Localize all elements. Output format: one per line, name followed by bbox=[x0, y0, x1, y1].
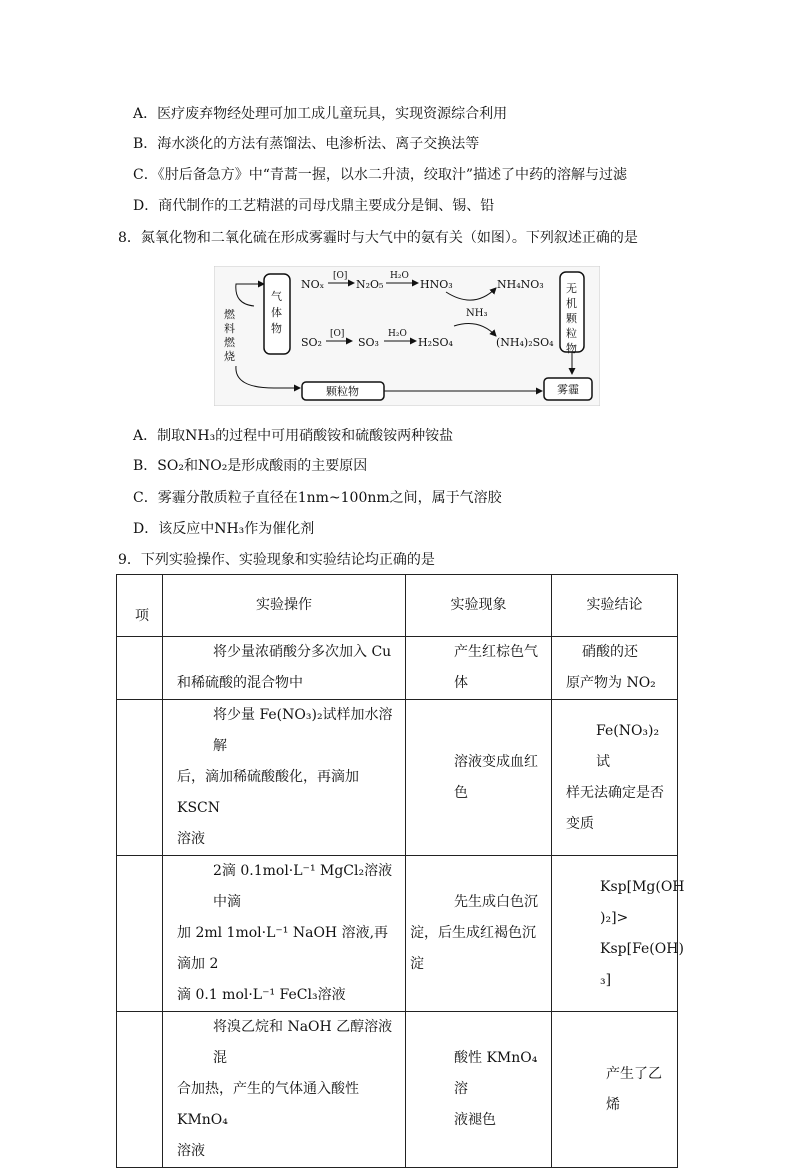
oxidation-label-2: [O] bbox=[330, 329, 345, 339]
operation-line: 将溴乙烷和 NaOH 乙醇溶液混 bbox=[213, 1019, 393, 1066]
h2so4-label: H₂SO₄ bbox=[418, 336, 453, 349]
fuel-combustion-label-char: 烧 bbox=[224, 350, 235, 363]
conclusion-line: )₂]> bbox=[600, 909, 629, 926]
inorganic-particles-label bbox=[566, 282, 578, 355]
item-cell bbox=[117, 856, 163, 1012]
operation-cell bbox=[163, 856, 406, 1012]
q7-option-b: B．海水淡化的方法有蒸馏法、电渗析法、离子交换法等 bbox=[133, 136, 480, 152]
q9-stem: 9．下列实验操作、实验现象和实验结论均正确的是 bbox=[118, 552, 435, 568]
phenomenon-line: 体 bbox=[454, 675, 468, 691]
conclusion-line: ₃] bbox=[600, 971, 612, 988]
conclusion-line: 硝酸的还 bbox=[582, 644, 638, 660]
fuel-combustion-label-char: 燃 bbox=[224, 308, 235, 321]
phenomenon-cell bbox=[406, 700, 552, 856]
conclusion-line: Ksp[Fe(OH) bbox=[600, 940, 684, 957]
q8-option-d: D．该反应中NH₃作为催化剂 bbox=[133, 521, 315, 537]
fuel-combustion-label-char: 料 bbox=[224, 322, 235, 335]
nh4no3-label: NH₄NO₃ bbox=[497, 278, 544, 291]
nh4-2so4-label: (NH₄)₂SO₄ bbox=[496, 336, 554, 349]
conclusion-line: 烯 bbox=[606, 1096, 620, 1113]
operation-line: 2滴 0.1mol·L⁻¹ MgCl₂溶液中滴 bbox=[213, 863, 393, 910]
conclusion-cell bbox=[552, 700, 678, 856]
oxidation-label-1: [O] bbox=[333, 271, 348, 281]
phenomenon-line: 产生红棕色气 bbox=[454, 644, 538, 660]
item-cell bbox=[117, 1012, 163, 1168]
header-phenomenon: 实验现象 bbox=[406, 575, 552, 637]
conclusion-line: 样无法确定是否 bbox=[566, 784, 664, 801]
conclusion-line: 原产物为 NO₂ bbox=[566, 675, 656, 691]
operation-line: 和稀硫酸的混合物中 bbox=[177, 675, 303, 691]
gas-label-char: 物 bbox=[271, 322, 282, 335]
water-label-2: H₂O bbox=[388, 329, 407, 339]
operation-cell bbox=[163, 1012, 406, 1168]
table-row bbox=[117, 856, 678, 1012]
operation-line: 滴 0.1 mol·L⁻¹ FeCl₃溶液 bbox=[177, 987, 346, 1003]
operation-line: 后，滴加稀硫酸酸化，再滴加 KSCN bbox=[177, 769, 359, 816]
table-row bbox=[117, 700, 678, 856]
phenomenon-line: 酸性 KMnO₄溶 bbox=[454, 1050, 538, 1097]
q8-option-a: A．制取NH₃的过程中可用硝酸铵和硫酸铵两种铵盐 bbox=[133, 428, 454, 444]
operation-line: 溶液 bbox=[177, 831, 205, 847]
item-cell bbox=[117, 700, 163, 856]
item-cell bbox=[117, 637, 163, 700]
q7-option-c: C．《肘后备急方》中“青蒿一握，以水二升渍，绞取汁”描述了中药的溶解与过滤 bbox=[133, 167, 628, 183]
operation-cell bbox=[163, 637, 406, 700]
q7-option-a: A．医疗废弃物经处理可加工成儿童玩具，实现资源综合利用 bbox=[133, 106, 508, 122]
inorganic-particles-label-char: 物 bbox=[566, 342, 577, 355]
q8-stem: 8．氮氧化物和二氧化硫在形成雾霾时与大气中的氨有关（如图）。下列叙述正确的是 bbox=[118, 230, 638, 246]
header-operation: 实验操作 bbox=[163, 575, 406, 637]
q7-option-d: D．商代制作的工艺精湛的司母戊鼎主要成分是铜、锡、铅 bbox=[133, 198, 495, 214]
conclusion-line: Ksp[Mg(OH bbox=[600, 878, 685, 895]
conclusion-line: Fe(NO₃)₂试 bbox=[596, 722, 660, 770]
header-item: 项 bbox=[117, 575, 163, 637]
phenomenon-cell bbox=[406, 1012, 552, 1168]
phenomenon-line: 溶液变成血红 bbox=[454, 753, 538, 770]
n2o5-label: N₂O₅ bbox=[356, 278, 384, 291]
conclusion-line: 变质 bbox=[566, 815, 594, 832]
phenomenon-cell bbox=[406, 856, 552, 1012]
conclusion-cell bbox=[552, 1012, 678, 1168]
water-label-1: H₂O bbox=[390, 271, 409, 281]
operation-line: 将少量 Fe(NO₃)₂试样加水溶解 bbox=[213, 707, 393, 754]
operation-line: 合加热，产生的气体通入酸性 KMnO₄ bbox=[177, 1081, 359, 1128]
phenomenon-line: 液褪色 bbox=[454, 1112, 496, 1128]
hno3-label: HNO₃ bbox=[420, 278, 453, 291]
phenomenon-cell bbox=[406, 637, 552, 700]
phenomenon-line: 淀，后生成红褐色沉 bbox=[410, 925, 536, 941]
q8-option-b: B．SO₂和NO₂是形成酸雨的主要原因 bbox=[133, 458, 368, 474]
phenomenon-line: 淀 bbox=[410, 956, 424, 972]
haze-formation-diagram bbox=[214, 266, 600, 406]
conclusion-line: 产生了乙 bbox=[606, 1065, 662, 1082]
inorganic-particles-label-char: 粒 bbox=[566, 327, 577, 340]
phenomenon-line: 先生成白色沉 bbox=[454, 894, 538, 910]
nox-label: NOₓ bbox=[301, 278, 325, 291]
so2-label: SO₂ bbox=[301, 336, 322, 349]
gas-label-char: 气 bbox=[271, 290, 282, 303]
haze-label: 雾霾 bbox=[557, 383, 579, 396]
gas-label-char: 体 bbox=[271, 306, 282, 319]
inorganic-particles-label-char: 机 bbox=[566, 297, 577, 310]
inorganic-particles-label-char: 无 bbox=[566, 282, 577, 295]
fuel-combustion-label-char: 燃 bbox=[224, 336, 235, 349]
operation-line: 将少量浓硝酸分多次加入 Cu bbox=[213, 644, 392, 660]
table-header-row bbox=[117, 575, 678, 637]
operation-line: 溶液 bbox=[177, 1143, 205, 1159]
phenomenon-line: 色 bbox=[454, 784, 468, 801]
conclusion-cell bbox=[552, 856, 685, 1012]
particulate-label: 颗粒物 bbox=[326, 385, 359, 398]
gas-label bbox=[271, 289, 282, 335]
experiment-table bbox=[116, 574, 685, 1168]
operation-line: 加 2ml 1mol·L⁻¹ NaOH 溶液,再滴加 2 bbox=[177, 925, 389, 972]
table-row bbox=[117, 637, 678, 700]
operation-cell bbox=[163, 700, 406, 856]
conclusion-cell bbox=[552, 637, 678, 700]
inorganic-particles-label-char: 颗 bbox=[566, 312, 577, 325]
header-conclusion: 实验结论 bbox=[552, 575, 678, 637]
q8-option-c: C．雾霾分散质粒子直径在1nm~100nm之间，属于气溶胶 bbox=[133, 490, 502, 506]
table-row bbox=[117, 1012, 678, 1168]
so3-label: SO₃ bbox=[358, 336, 379, 349]
ammonia-label: NH₃ bbox=[466, 308, 488, 319]
